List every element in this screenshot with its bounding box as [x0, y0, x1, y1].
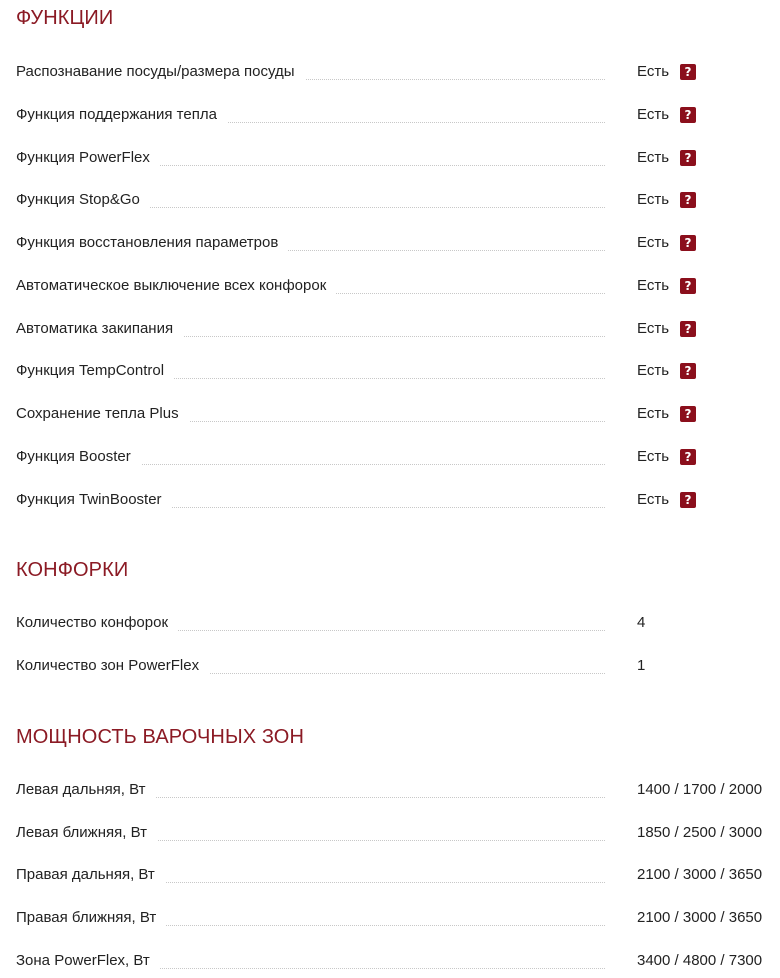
spec-value: 2100 / 3000 / 3650 [637, 866, 763, 883]
spec-label: Количество зон PowerFlex [16, 657, 209, 675]
spec-value: Есть [637, 149, 670, 166]
spec-row [16, 657, 780, 679]
spec-value: 1850 / 2500 / 3000 [637, 824, 763, 841]
spec-value: 1400 / 1700 / 2000 [637, 781, 763, 798]
help-icon[interactable]: ? [680, 107, 696, 123]
spec-row [16, 191, 780, 213]
spec-row [16, 614, 780, 636]
spec-value: Есть [637, 277, 670, 294]
spec-value: Есть [637, 234, 670, 251]
spec-label: Зона PowerFlex, Вт [16, 952, 160, 970]
spec-row [16, 909, 780, 931]
help-icon[interactable]: ? [680, 449, 696, 465]
spec-label: Правая ближняя, Вт [16, 909, 166, 927]
spec-row [16, 63, 780, 85]
spec-value: Есть [637, 320, 670, 337]
spec-value: Есть [637, 448, 670, 465]
spec-value: Есть [637, 491, 670, 508]
help-icon[interactable]: ? [680, 278, 696, 294]
spec-label: Распознавание посуды/размера посуды [16, 63, 305, 81]
spec-label: Функция Booster [16, 448, 141, 466]
spec-label: Функция TwinBooster [16, 491, 172, 509]
spec-row [16, 106, 780, 128]
spec-label: Левая дальняя, Вт [16, 781, 156, 799]
spec-value: 3400 / 4800 / 7300 [637, 952, 763, 969]
spec-value: Есть [637, 106, 670, 123]
spec-row [16, 824, 780, 846]
spec-row [16, 952, 780, 974]
spec-label: Левая ближняя, Вт [16, 824, 157, 842]
spec-row [16, 149, 780, 171]
spec-value: Есть [637, 63, 670, 80]
spec-label: Функция поддержания тепла [16, 106, 227, 124]
section-title-functions: ФУНКЦИИ [16, 7, 114, 29]
spec-row [16, 866, 780, 888]
help-icon[interactable]: ? [680, 406, 696, 422]
spec-row [16, 362, 780, 384]
help-icon[interactable]: ? [680, 150, 696, 166]
spec-row [16, 781, 780, 803]
spec-value: Есть [637, 362, 670, 379]
spec-label: Функция восстановления параметров [16, 234, 288, 252]
help-icon[interactable]: ? [680, 235, 696, 251]
spec-label: Сохранение тепла Plus [16, 405, 189, 423]
spec-label: Функция Stop&Go [16, 191, 150, 209]
spec-label: Автоматическое выключение всех конфорок [16, 277, 336, 295]
section-title-burners: КОНФОРКИ [16, 559, 129, 581]
spec-row [16, 405, 780, 427]
section-title-power: МОЩНОСТЬ ВАРОЧНЫХ ЗОН [16, 726, 305, 748]
help-icon[interactable]: ? [680, 492, 696, 508]
spec-row [16, 320, 780, 342]
spec-label: Правая дальняя, Вт [16, 866, 165, 884]
spec-row [16, 448, 780, 470]
help-icon[interactable]: ? [680, 192, 696, 208]
spec-label: Функция PowerFlex [16, 149, 160, 167]
spec-value: 2100 / 3000 / 3650 [637, 909, 763, 926]
spec-row [16, 277, 780, 299]
spec-label: Автоматика закипания [16, 320, 183, 338]
spec-value: 4 [637, 614, 646, 631]
spec-value: 1 [637, 657, 646, 674]
spec-value: Есть [637, 191, 670, 208]
help-icon[interactable]: ? [680, 363, 696, 379]
spec-value: Есть [637, 405, 670, 422]
spec-row [16, 234, 780, 256]
spec-label: Количество конфорок [16, 614, 178, 632]
spec-label: Функция TempControl [16, 362, 174, 380]
help-icon[interactable]: ? [680, 321, 696, 337]
spec-row [16, 491, 780, 513]
help-icon[interactable]: ? [680, 64, 696, 80]
